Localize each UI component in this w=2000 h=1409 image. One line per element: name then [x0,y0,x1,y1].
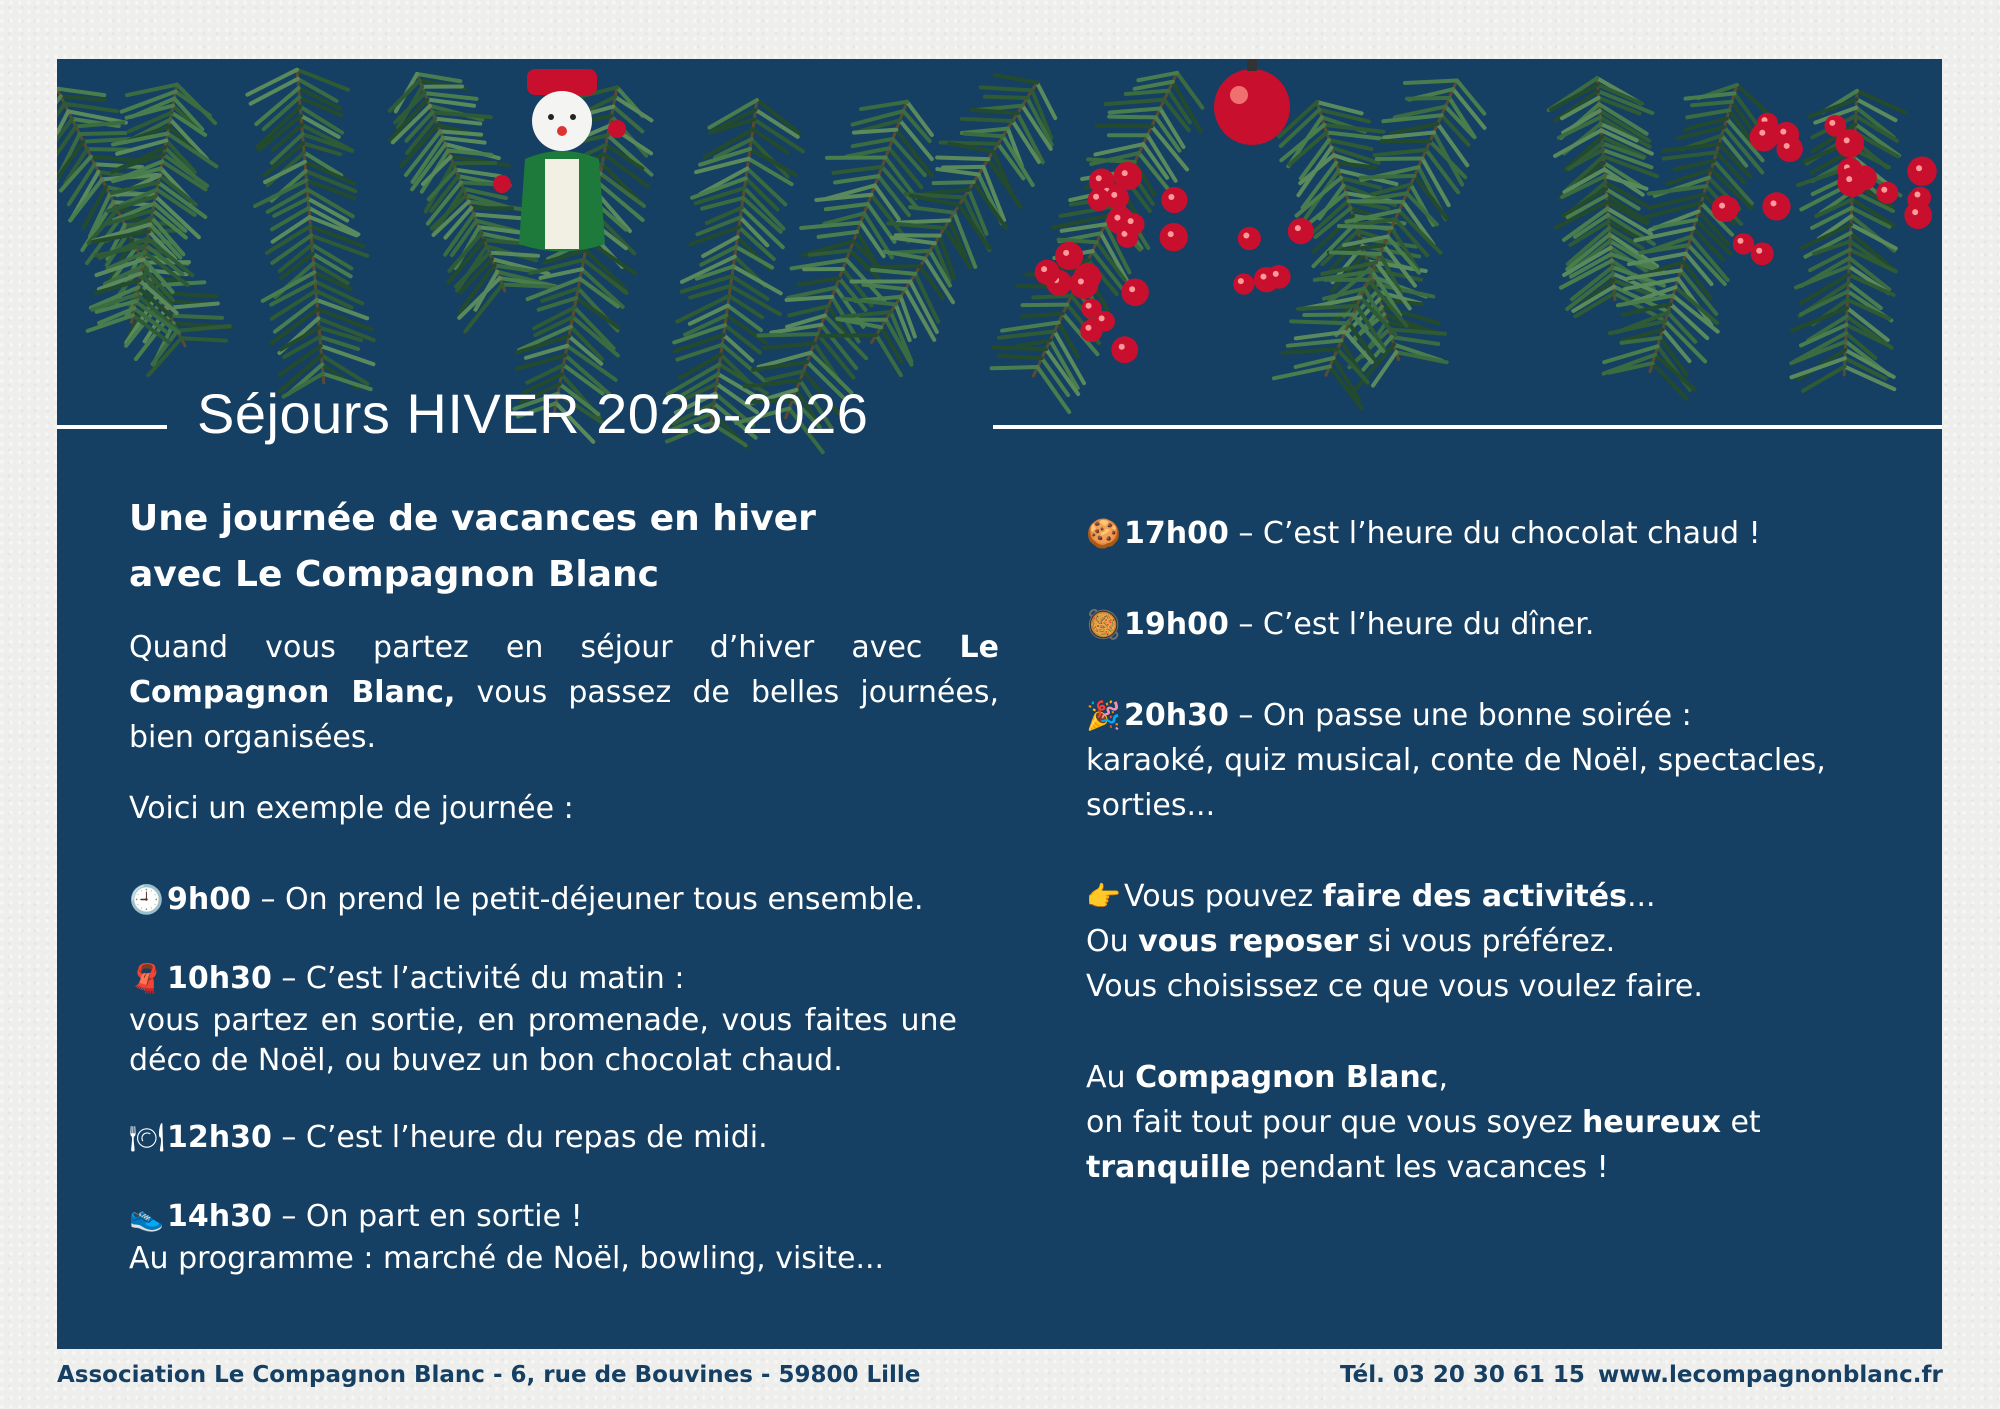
schedule-item-1230 [129,1115,999,1160]
intro-heading [129,491,999,603]
red-bell-ornament [1214,59,1290,145]
schedule-text: – C’est l’heure du repas de midi. [271,1120,768,1155]
intro-paragraph [129,625,999,760]
activities-line2 [1086,919,1906,964]
schedule-time: 14h30 [167,1199,272,1234]
closing-bold: tranquille [1086,1150,1251,1185]
activities-ellipsis: ... [1626,879,1656,914]
dish-icon: 🥘 [1086,608,1121,641]
example-intro: Voici un exemple de journée : [129,791,574,826]
party-popper-icon: 🎉 [1086,699,1121,732]
closing-bold: heureux [1582,1105,1721,1140]
closing-line1 [1086,1055,1906,1100]
closing-brand: Compagnon Blanc [1135,1060,1439,1095]
page-title: Séjours HIVER 2025-2026 [197,382,869,445]
schedule-item-1700 [1086,511,1906,556]
schedule-text: – C’est l’heure du chocolat chaud ! [1228,516,1761,551]
closing-text: pendant les vacances ! [1250,1150,1609,1185]
activities-line1 [1086,874,1906,919]
activities-text: Ou [1086,924,1139,959]
schedule-item-2030-detail: karaoké, quiz musical, conte de Noël, spectacles, sorties... [1086,743,1826,823]
schedule-text: – On part en sortie ! [271,1199,583,1234]
footer-website-link[interactable]: www.lecompagnonblanc.fr [1598,1362,1943,1388]
cookie-icon: 🍪 [1086,517,1121,550]
schedule-text: – On prend le petit-déjeuner tous ensemble. [250,882,924,917]
intro-heading-line1: Une journée de vacances en hiver [129,498,816,539]
title-rule-left [57,425,167,429]
schedule-time: 19h00 [1124,607,1229,642]
schedule-item-2030 [1086,693,1906,738]
closing-line2 [1086,1100,1906,1145]
left-column [129,491,999,1279]
intro-text: Quand vous partez en séjour d’hiver avec [129,630,923,665]
intro-text-end: vous passez de belles journées, bien organisées. [129,675,999,755]
scarf-icon: 🧣 [129,962,164,995]
schedule-time: 17h00 [1124,516,1229,551]
footer-phone[interactable]: Tél. 03 20 30 61 15 [1340,1362,1585,1388]
title-rule-right [993,425,1942,429]
clock-icon: 🕘 [129,883,164,916]
closing-text: et [1720,1105,1761,1140]
intro-heading-line2: avec Le Compagnon Blanc [129,554,659,595]
activities-text: si vous préférez. [1358,924,1616,959]
poster-panel [57,59,1942,1349]
schedule-time: 10h30 [167,961,272,996]
schedule-item-1900 [1086,602,1906,647]
plate-icon: 🍽 [129,1121,165,1154]
schedule-time: 9h00 [167,882,251,917]
schedule-item-1430 [129,1194,999,1239]
activities-bold: faire des activités [1322,879,1627,914]
footer-address: Association Le Compagnon Blanc - 6, rue de Bouvines - 59800 Lille [57,1362,921,1388]
schedule-time: 20h30 [1124,698,1229,733]
closing-text: Au [1086,1060,1136,1095]
activities-text: Vous pouvez [1124,879,1323,914]
schedule-time: 12h30 [167,1120,272,1155]
schedule-text: – C’est l’activité du matin : [271,961,685,996]
schedule-text: – C’est l’heure du dîner. [1228,607,1595,642]
closing-line3 [1086,1145,1906,1190]
closing-text: , [1438,1060,1449,1095]
closing-text: on fait tout pour que vous soyez [1086,1105,1583,1140]
schedule-item-1030 [129,956,999,1001]
intro-brand: Le Compagnon Blanc, [129,630,999,710]
activities-bold: vous reposer [1138,924,1359,959]
schedule-item-0900 [129,877,999,922]
schedule-item-1030-detail: vous partez en sortie, en promenade, vous faites une déco de Noël, ou buvez un bon chocolat chaud. [129,1003,957,1078]
activities-line3: Vous choisissez ce que vous voulez faire. [1086,969,1703,1004]
right-column [1086,511,1906,1190]
schedule-text: – On passe une bonne soirée : [1228,698,1692,733]
sneaker-icon: 👟 [129,1200,164,1233]
pointing-hand-icon: 👉 [1086,880,1121,913]
schedule-item-1430-detail: Au programme : marché de Noël, bowling, visite... [129,1241,885,1276]
